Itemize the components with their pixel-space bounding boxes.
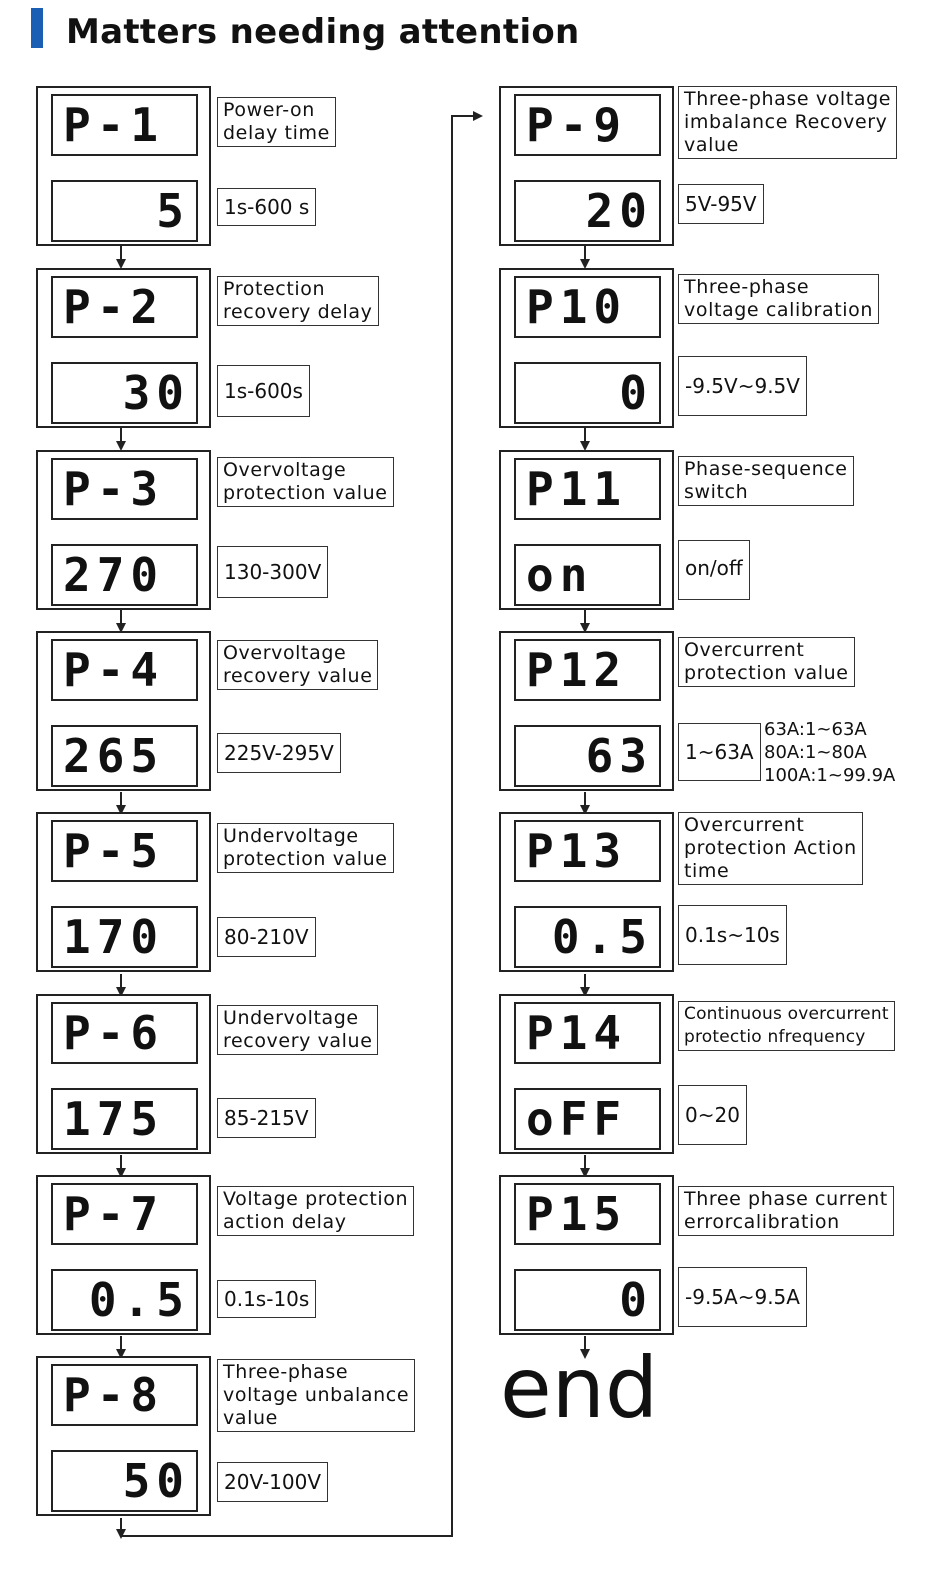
value-text: 5 (156, 184, 190, 238)
param-unit-p3 (36, 450, 211, 610)
value-display (514, 544, 661, 606)
param-unit-p11 (499, 450, 674, 610)
param-range: 85-215V (217, 1098, 316, 1138)
code-display (51, 1364, 198, 1426)
value-text: 50 (122, 1454, 190, 1508)
value-text: 0.5 (551, 910, 653, 964)
value-display (514, 362, 661, 424)
code-display (51, 1183, 198, 1245)
param-description: Undervoltage protection value (217, 823, 394, 873)
value-text: 175 (63, 1092, 165, 1146)
code-text: P14 (526, 1006, 628, 1060)
code-display (51, 94, 198, 156)
code-text: P-7 (63, 1187, 165, 1241)
param-description: Three-phase voltage calibration (678, 274, 879, 324)
code-text: P-2 (63, 280, 165, 334)
value-text: 270 (63, 548, 165, 602)
param-unit-p6 (36, 994, 211, 1154)
value-display (51, 725, 198, 787)
code-text: P15 (526, 1187, 628, 1241)
code-text: P-1 (63, 98, 165, 152)
value-text: 265 (63, 729, 165, 783)
code-text: P-6 (63, 1006, 165, 1060)
code-display (51, 820, 198, 882)
code-text: P11 (526, 462, 628, 516)
code-text: P-8 (63, 1368, 165, 1422)
code-display (514, 639, 661, 701)
param-range: -9.5A~9.5A (678, 1267, 807, 1327)
param-range: on/off (678, 540, 750, 600)
value-display (51, 180, 198, 242)
param-description: Overvoltage recovery value (217, 640, 378, 690)
param-unit-p5 (36, 812, 211, 972)
param-range: 130-300V (217, 546, 328, 598)
param-description: Phase-sequence switch (678, 456, 854, 506)
param-description: Protection recovery delay (217, 276, 379, 326)
value-display (514, 1088, 661, 1150)
param-description: Three-phase voltage imbalance Recovery value (678, 86, 897, 159)
code-display (51, 458, 198, 520)
value-text: oFF (526, 1092, 628, 1146)
param-unit-p7 (36, 1175, 211, 1335)
value-display (514, 725, 661, 787)
param-unit-p2 (36, 268, 211, 428)
code-display (51, 639, 198, 701)
value-display (51, 1450, 198, 1512)
param-range: 1~63A (678, 723, 761, 781)
param-description: Three phase current errorcalibration (678, 1186, 894, 1236)
param-description: Voltage protection action delay (217, 1186, 414, 1236)
value-display (514, 180, 661, 242)
code-display (514, 276, 661, 338)
value-display (51, 362, 198, 424)
param-unit-p13 (499, 812, 674, 972)
code-text: P12 (526, 643, 628, 697)
param-range: 80-210V (217, 917, 316, 957)
param-unit-p9 (499, 86, 674, 246)
code-display (51, 276, 198, 338)
code-display (51, 1002, 198, 1064)
code-display (514, 94, 661, 156)
param-description: Three-phase voltage unbalance value (217, 1359, 415, 1432)
param-range: 5V-95V (678, 184, 764, 224)
param-unit-p10 (499, 268, 674, 428)
value-text: 0 (619, 366, 653, 420)
value-display (51, 1088, 198, 1150)
value-display (51, 1269, 198, 1331)
page-title: Matters needing attention (66, 12, 580, 52)
code-display (514, 820, 661, 882)
value-text: on (526, 548, 594, 602)
code-text: P-9 (526, 98, 628, 152)
code-text: P-5 (63, 824, 165, 878)
param-range: 225V-295V (217, 733, 341, 773)
code-display (514, 1183, 661, 1245)
code-text: P-3 (63, 462, 165, 516)
param-description: Overcurrent protection Action time (678, 812, 863, 885)
param-unit-p8 (36, 1356, 211, 1516)
param-description: Undervoltage recovery value (217, 1005, 378, 1055)
code-text: P13 (526, 824, 628, 878)
value-display (51, 906, 198, 968)
param-range: 1s-600 s (217, 188, 316, 226)
value-text: 0 (619, 1273, 653, 1327)
param-unit-p12 (499, 631, 674, 791)
param-range: 0.1s~10s (678, 905, 787, 965)
code-display (514, 458, 661, 520)
value-display (514, 906, 661, 968)
code-display (514, 1002, 661, 1064)
value-text: 30 (122, 366, 190, 420)
param-unit-p14 (499, 994, 674, 1154)
value-display (514, 1269, 661, 1331)
end-label: end (500, 1339, 659, 1437)
param-range: 0.1s-10s (217, 1280, 316, 1318)
value-display (51, 544, 198, 606)
value-text: 20 (585, 184, 653, 238)
param-description: Overvoltage protection value (217, 457, 394, 507)
param-range: -9.5V~9.5V (678, 356, 807, 416)
param-unit-p4 (36, 631, 211, 791)
param-description: Continuous overcurrent protectio nfrequency (678, 1001, 895, 1051)
param-description: Overcurrent protection value (678, 637, 855, 687)
param-description: Power-on delay time (217, 97, 336, 147)
param-range: 0~20 (678, 1085, 747, 1145)
code-text: P10 (526, 280, 628, 334)
param-range: 1s-600s (217, 365, 310, 417)
code-text: P-4 (63, 643, 165, 697)
param-unit-p15 (499, 1175, 674, 1335)
value-text: 0.5 (88, 1273, 190, 1327)
value-text: 63 (585, 729, 653, 783)
param-range: 20V-100V (217, 1462, 328, 1502)
param-unit-p1 (36, 86, 211, 246)
p12-range-note: 63A:1~63A 80A:1~80A 100A:1~99.9A (764, 719, 896, 786)
value-text: 170 (63, 910, 165, 964)
